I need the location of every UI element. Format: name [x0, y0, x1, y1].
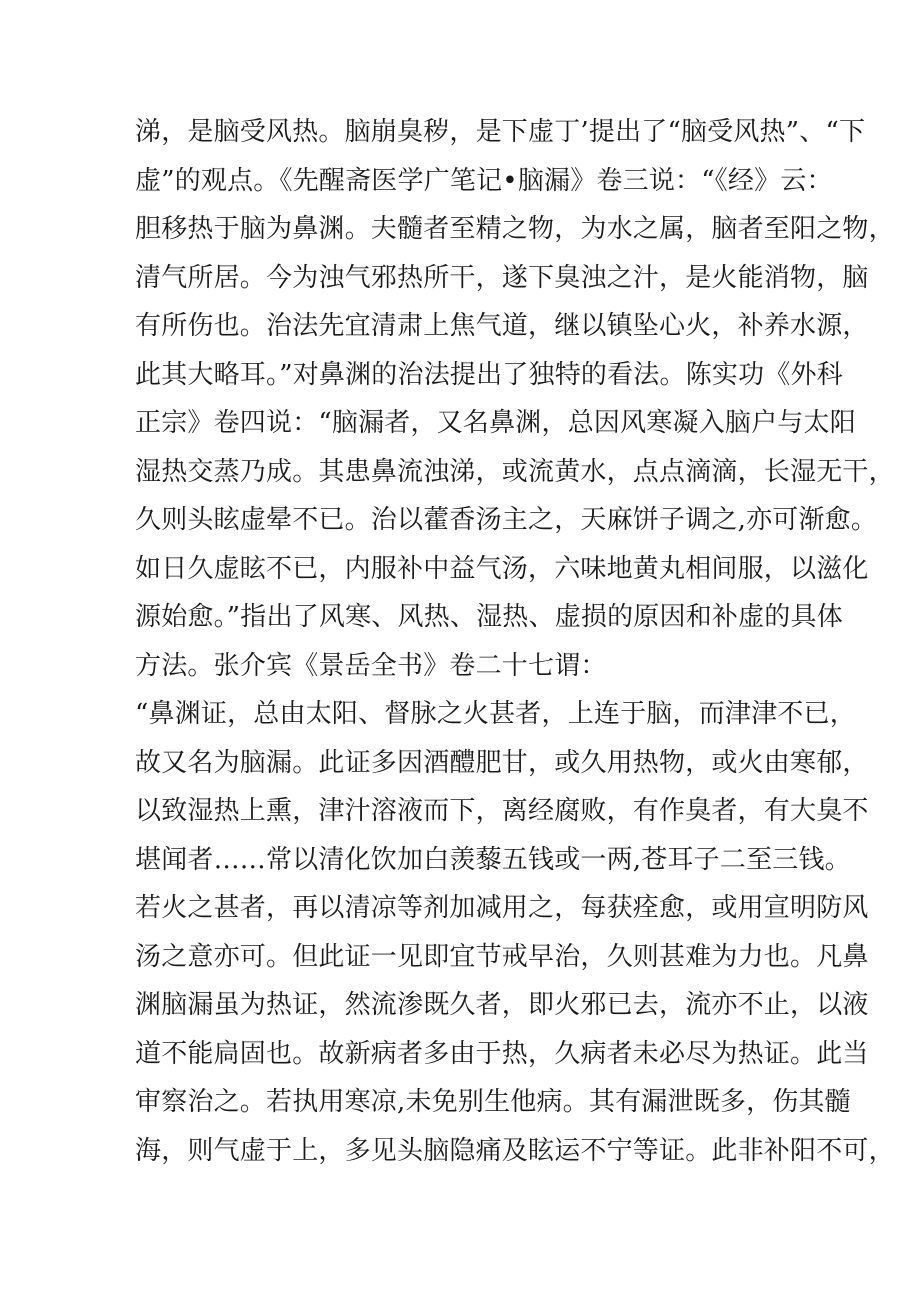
text-line: 道不能扃固也。故新病者多由于热，久病者未必尽为热证。此当 — [135, 1038, 869, 1069]
text-line: 正宗》卷四说：“脑漏者，又名鼻渊，总因风寒凝入脑户与太阳 — [135, 408, 856, 438]
text-line: 汤之意亦可。但此证一见即宜节戒早治，久则甚难为力也。凡鼻 — [135, 941, 869, 972]
text-line: 胆移热于脑为鼻渊。夫髓者至精之物，为水之属，脑者至阳之物， — [135, 214, 895, 244]
text-line: 堪闻者……常以清化饮加白羡藜五钱或一两,苍耳子二至三钱。 — [135, 844, 851, 875]
text-line: 虚”的观点。《先醒斋医学广笔记•脑漏》卷三说：“《经》云： — [135, 165, 833, 196]
text-line: 若火之甚者，再以清凉等剂加减用之，每获痊愈，或用宣明防风 — [135, 893, 869, 923]
text-line: “鼻渊证，总由太阳、督脉之火甚者，上连于脑，而津津不已， — [135, 699, 856, 729]
text-line: 方法。张介宾《景岳全书》卷二十七谓： — [135, 650, 607, 681]
body-text — [135, 108, 895, 1175]
text-line: 清气所居。今为浊气邪热所干，遂下臭浊之汁，是火能消物，脑 — [135, 262, 869, 293]
text-line: 湿热交蒸乃成。其患鼻流浊涕，或流黄水，点点滴滴，长湿无干， — [135, 456, 895, 487]
text-line: 海，则气虚于上，多见头脑隐痛及眩运不宁等证。此非补阳不可， — [135, 1135, 895, 1166]
text-line: 如日久虚眩不已，内服补中益气汤，六味地黄丸相间服，以滋化 — [135, 553, 869, 584]
text-line: 久则头眩虚晕不已。治以藿香汤主之，天麻饼子调之,亦可渐愈。 — [135, 505, 878, 535]
text-line: 源始愈。”指出了风寒、风热、湿热、虚损的原因和补虚的具体 — [135, 602, 843, 632]
text-line: 此其大略耳。”对鼻渊的治法提出了独特的看法。陈实功《外科 — [135, 359, 843, 390]
text-line: 以致湿热上熏，津汁溶液而下，离经腐败，有作臭者，有大臭不 — [135, 796, 869, 826]
text-line: 审察治之。若执用寒凉,未免别生他病。其有漏泄既多，伤其髓 — [135, 1087, 851, 1117]
text-line: 涕，是脑受风热。脑崩臭秽，是下虚丁’提出了“脑受风热”、“下 — [135, 117, 866, 147]
text-line: 故又名为脑漏。此证多因酒醴肥甘，或久用热物，或火由寒郁， — [135, 747, 869, 778]
text-line: 渊脑漏虽为热证，然流渗既久者，即火邪已去，流亦不止，以液 — [135, 990, 869, 1020]
text-line: 有所伤也。治法先宜清肃上焦气道，继以镇坠心火，补养水源， — [135, 311, 869, 341]
